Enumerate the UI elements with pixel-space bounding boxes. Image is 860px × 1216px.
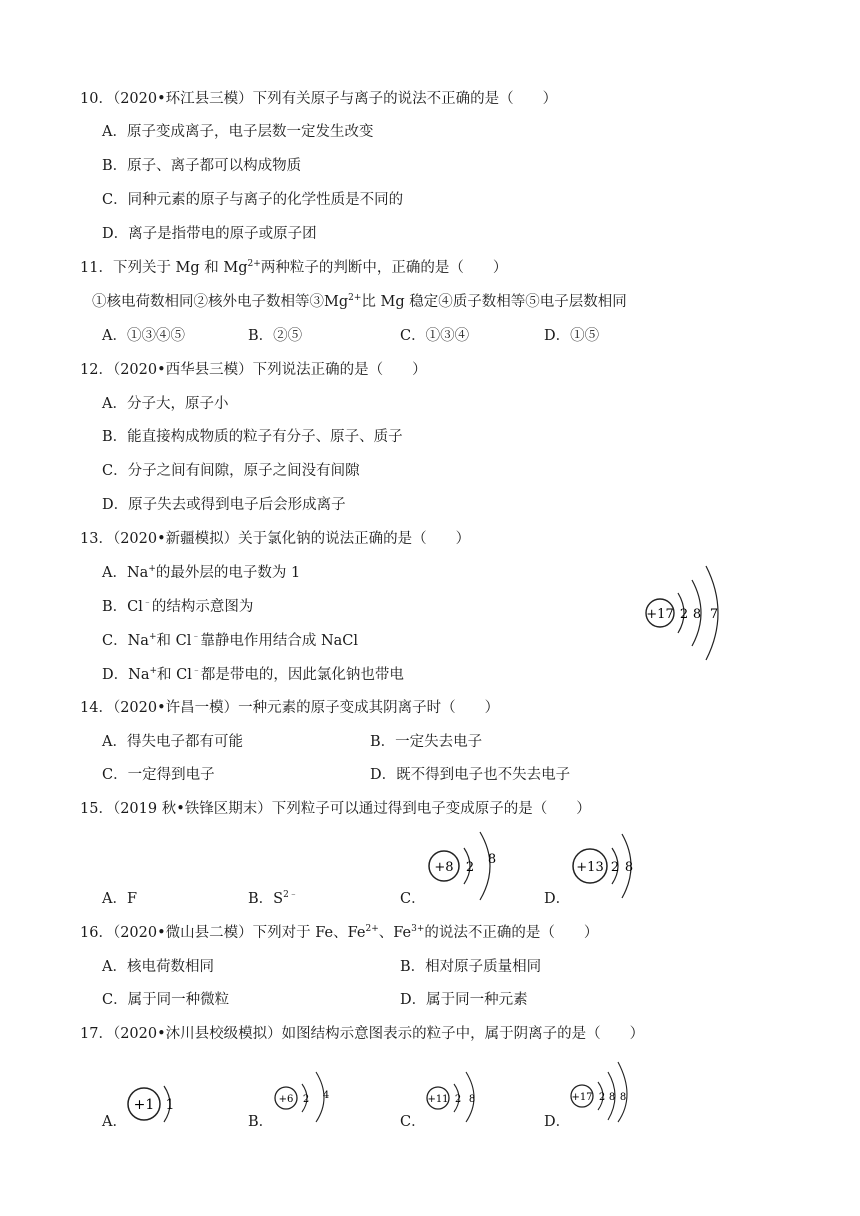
question-text: （2020•沐川县校级模拟）如图结构示意图表示的粒子中，属于阴离子的是（ ）	[112, 1026, 645, 1042]
question-text: （2019 秋•铁锋区期末）下列粒子可以通过得到电子变成原子的是（ ）	[112, 801, 591, 817]
nucleus-charge-label: +6	[278, 1094, 294, 1105]
question-number: 15．	[80, 801, 113, 817]
option-text: 的最外层的电子数为 1	[155, 565, 301, 581]
shell-2-electron-count: 8	[468, 1094, 476, 1105]
option-text: 都是带电的，因此氯化钠也带电	[200, 667, 404, 683]
option-text: 的结构示意图为	[151, 599, 254, 615]
option-text: D．Na	[102, 667, 150, 683]
q11-option-d: D．①⑤	[544, 328, 600, 344]
q12-option-b: B．能直接构成物质的粒子有分子、原子、质子	[102, 429, 403, 445]
nucleus-charge-label: +17	[646, 607, 674, 622]
question-text: （2020•许昌一模）一种元素的原子变成其阴离子时（ ）	[112, 700, 500, 716]
question-14-stem	[80, 698, 499, 718]
charge-superscript: 2+	[247, 259, 261, 270]
option-text: C．Na	[102, 633, 149, 649]
statement-text: 比 Mg 稳定④质子数相等⑤电子层数相同	[361, 294, 627, 310]
question-13-stem	[80, 529, 470, 549]
shell-1-electron-count: 2	[454, 1094, 462, 1105]
charge-superscript: +	[149, 666, 158, 677]
q12-option-d: D．原子失去或得到电子后会形成离子	[102, 497, 346, 513]
nucleus-charge-label: +13	[576, 860, 604, 875]
option-text: B．Cl	[102, 599, 143, 615]
q10-option-a: A．原子变成离子，电子层数一定发生改变	[102, 124, 374, 140]
nucleus-charge-label: +11	[427, 1094, 449, 1105]
question-11-stem	[80, 258, 507, 278]
charge-superscript: 2﹣	[283, 890, 298, 901]
q10-option-c: C．同种元素的原子与离子的化学性质是不同的	[102, 192, 404, 208]
shell-1-electron-count: 2	[302, 1094, 310, 1105]
q14-option-b: B．一定失去电子	[370, 734, 483, 750]
shell-2-electron-count: 8	[608, 1092, 616, 1103]
option-text: 和 Cl	[156, 633, 192, 649]
charge-superscript: ﹣	[191, 666, 201, 677]
question-number: 10．	[80, 91, 113, 107]
charge-superscript: +	[148, 564, 156, 575]
question-16-stem	[80, 923, 598, 943]
q11-option-a: A．①③④⑤	[102, 328, 185, 344]
shell-1-electron-count: 2	[610, 860, 620, 875]
q16-option-b: B．相对原子质量相同	[400, 959, 542, 975]
q17-option-c: C．	[400, 1114, 426, 1130]
q12-option-c: C．分子之间有间隙，原子之间没有间隙	[102, 463, 360, 479]
q14-option-c: C．一定得到电子	[102, 767, 215, 783]
shell-3-electron-count: 8	[619, 1092, 627, 1103]
shell-1-electron-count: 2	[465, 860, 475, 875]
question-17-stem	[80, 1024, 644, 1044]
question-text: 下列关于 Mg 和 Mg	[112, 260, 248, 276]
option-text: 靠静电作用结合成 NaCl	[200, 633, 359, 649]
statement-text: ①核电荷数相同②核外电子数相等③Mg	[92, 294, 349, 310]
shell-1-electron-count: 2	[598, 1092, 606, 1103]
shell-1-electron-count: 1	[165, 1097, 175, 1113]
question-text: 的说法不正确的是（ ）	[424, 925, 599, 941]
q16-option-d: D．属于同一种元素	[400, 992, 528, 1008]
question-text: 、Fe	[378, 925, 412, 941]
q15-option-c-structure-diagram	[424, 826, 500, 908]
q10-option-d: D．离子是指带电的原子或原子团	[102, 226, 317, 242]
q13-chloride-ion-structure-diagram	[638, 560, 728, 670]
q15-option-b	[248, 889, 298, 909]
option-text: B．S	[248, 891, 284, 907]
shell-1-electron-count: 2	[679, 607, 689, 622]
q16-option-a: A．核电荷数相同	[102, 959, 214, 975]
charge-superscript: 2+	[348, 293, 362, 304]
question-15-stem	[80, 799, 591, 819]
question-text: （2020•新疆模拟）关于氯化钠的说法正确的是（ ）	[112, 531, 471, 547]
q15-option-c: C．	[400, 891, 426, 907]
charge-superscript: ﹣	[191, 632, 201, 643]
q14-option-a: A．得失电子都有可能	[102, 734, 243, 750]
q17-option-b-structure-diagram	[272, 1068, 336, 1128]
q10-option-b: B．原子、离子都可以构成物质	[102, 158, 302, 174]
question-text: （2020•环江县三模）下列有关原子与离子的说法不正确的是（ ）	[112, 91, 558, 107]
q13-option-b	[102, 597, 253, 617]
shell-2-electron-count: 8	[487, 852, 497, 867]
q17-option-d: D．	[544, 1114, 571, 1130]
shell-2-electron-count: 8	[624, 860, 634, 875]
question-number: 14．	[80, 700, 113, 716]
q12-option-a: A．分子大，原子小	[102, 396, 229, 412]
shell-2-electron-count: 8	[692, 607, 702, 622]
charge-superscript: +	[148, 632, 157, 643]
q15-option-d-structure-diagram	[568, 826, 644, 908]
q13-option-d	[102, 665, 404, 685]
q17-option-a-structure-diagram	[122, 1076, 182, 1136]
q11-option-b: B．②⑤	[248, 328, 303, 344]
q14-option-d: D．既不得到电子也不失去电子	[370, 767, 571, 783]
q17-option-a: A．	[102, 1114, 127, 1130]
nucleus-charge-label: +8	[434, 860, 454, 875]
question-number: 13．	[80, 531, 113, 547]
q11-option-c: C．①③④	[400, 328, 470, 344]
charge-superscript: 2+	[365, 924, 379, 935]
nucleus-charge-label: +1	[133, 1097, 155, 1113]
question-number: 16．	[80, 925, 113, 941]
q15-option-d: D．	[544, 891, 571, 907]
question-number: 17．	[80, 1026, 113, 1042]
option-text: A．Na	[102, 565, 149, 581]
q17-option-b: B．	[248, 1114, 274, 1130]
q13-option-c	[102, 631, 358, 651]
question-text: （2020•西华县三模）下列说法正确的是（ ）	[112, 362, 427, 378]
question-text: 两种粒子的判断中，正确的是（ ）	[260, 260, 508, 276]
charge-superscript: 3+	[411, 924, 425, 935]
q15-option-a: A．F	[102, 891, 138, 907]
q17-option-d-structure-diagram	[568, 1060, 638, 1128]
q17-option-c-structure-diagram	[424, 1068, 488, 1128]
shell-2-electron-count: 4	[322, 1090, 330, 1101]
q16-option-c: C．属于同一种微粒	[102, 992, 230, 1008]
question-12-stem	[80, 360, 427, 380]
shell-3-electron-count: 7	[709, 607, 719, 622]
option-text: 和 Cl	[157, 667, 192, 683]
q11-statement-list	[92, 292, 627, 312]
nucleus-charge-label: +17	[571, 1092, 593, 1103]
question-10-stem	[80, 89, 557, 109]
charge-superscript: ﹣	[142, 598, 152, 609]
question-text: （2020•微山县二模）下列对于 Fe、Fe	[112, 925, 366, 941]
question-number: 11．	[80, 260, 113, 276]
q13-option-a	[102, 563, 300, 583]
question-number: 12．	[80, 362, 113, 378]
